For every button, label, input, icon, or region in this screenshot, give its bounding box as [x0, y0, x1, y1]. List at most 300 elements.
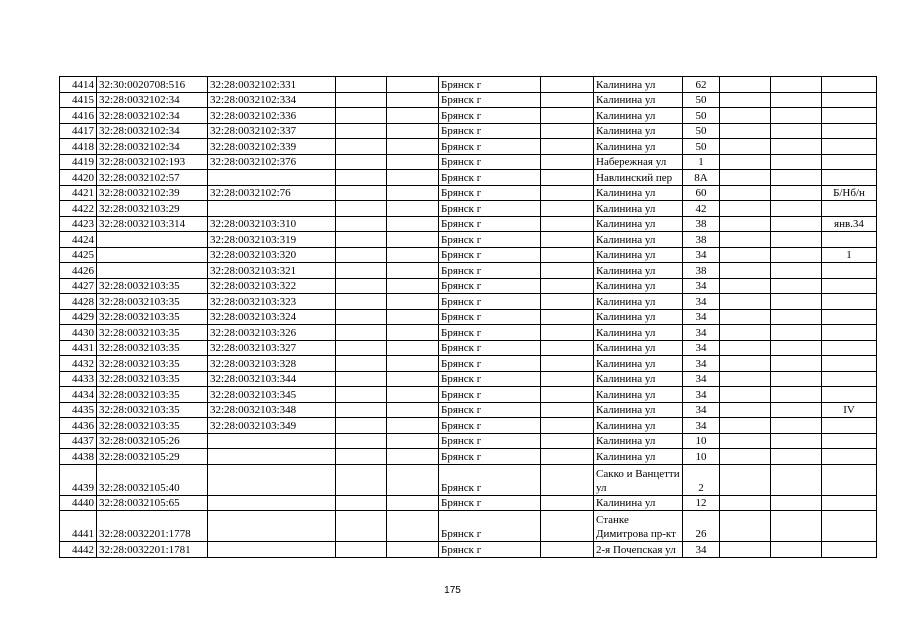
empty-cell: [387, 433, 439, 449]
cadastral-number-cell: [97, 232, 208, 248]
city-cell: Брянск г: [439, 170, 541, 186]
row-number-cell: 4431: [60, 340, 97, 356]
empty-cell: [387, 278, 439, 294]
apartment-cell: [822, 511, 877, 542]
empty-cell: [336, 495, 387, 511]
empty-cell: [541, 511, 594, 542]
street-cell: Калинина ул: [594, 309, 683, 325]
empty-cell: [720, 464, 771, 495]
cadastral-number-cell: 32:28:0032103:35: [97, 402, 208, 418]
empty-cell: [720, 108, 771, 124]
street-cell: Калинина ул: [594, 371, 683, 387]
apartment-cell: [822, 108, 877, 124]
table-row: [60, 185, 877, 201]
table-row: [60, 495, 877, 511]
apartment-cell: [822, 123, 877, 139]
city-cell: Брянск г: [439, 309, 541, 325]
empty-cell: [387, 511, 439, 542]
row-number-cell: 4417: [60, 123, 97, 139]
row-number-cell: 4427: [60, 278, 97, 294]
empty-cell: [336, 77, 387, 93]
premises-cadastral-number-cell: 32:28:0032103:345: [208, 387, 336, 403]
empty-cell: [336, 542, 387, 558]
empty-cell: [720, 278, 771, 294]
apartment-cell: [822, 170, 877, 186]
cadastral-number-cell: 32:28:0032102:34: [97, 139, 208, 155]
row-number-cell: 4440: [60, 495, 97, 511]
premises-cadastral-number-cell: 32:28:0032103:348: [208, 402, 336, 418]
row-number-cell: 4432: [60, 356, 97, 372]
street-cell: Калинина ул: [594, 247, 683, 263]
empty-cell: [336, 449, 387, 465]
premises-cadastral-number-cell: [208, 449, 336, 465]
row-number-cell: 4434: [60, 387, 97, 403]
empty-cell: [336, 154, 387, 170]
apartment-cell: [822, 201, 877, 217]
empty-cell: [336, 356, 387, 372]
city-cell: Брянск г: [439, 449, 541, 465]
row-number-cell: 4435: [60, 402, 97, 418]
apartment-cell: [822, 263, 877, 279]
street-cell: Сакко и Ванцетти ул: [594, 464, 683, 495]
street-cell: Калинина ул: [594, 495, 683, 511]
house-number-cell: 10: [683, 449, 720, 465]
row-number-cell: 4419: [60, 154, 97, 170]
row-number-cell: 4423: [60, 216, 97, 232]
house-number-cell: 34: [683, 294, 720, 310]
house-number-cell: 38: [683, 216, 720, 232]
street-cell: Калинина ул: [594, 77, 683, 93]
empty-cell: [771, 263, 822, 279]
empty-cell: [541, 247, 594, 263]
premises-cadastral-number-cell: [208, 170, 336, 186]
city-cell: Брянск г: [439, 387, 541, 403]
empty-cell: [387, 216, 439, 232]
street-cell: Калинина ул: [594, 387, 683, 403]
premises-cadastral-number-cell: 32:28:0032102:337: [208, 123, 336, 139]
empty-cell: [336, 123, 387, 139]
row-number-cell: 4438: [60, 449, 97, 465]
empty-cell: [336, 92, 387, 108]
empty-cell: [720, 371, 771, 387]
premises-cadastral-number-cell: [208, 542, 336, 558]
empty-cell: [541, 232, 594, 248]
empty-cell: [541, 495, 594, 511]
empty-cell: [771, 77, 822, 93]
street-cell: Калинина ул: [594, 263, 683, 279]
empty-cell: [720, 92, 771, 108]
city-cell: Брянск г: [439, 418, 541, 434]
empty-cell: [771, 433, 822, 449]
empty-cell: [720, 418, 771, 434]
empty-cell: [720, 154, 771, 170]
street-cell: Калинина ул: [594, 92, 683, 108]
cadastral-number-cell: 32:28:0032201:1781: [97, 542, 208, 558]
page-number: 175: [444, 585, 461, 596]
empty-cell: [336, 433, 387, 449]
premises-cadastral-number-cell: 32:28:0032102:339: [208, 139, 336, 155]
house-number-cell: 34: [683, 247, 720, 263]
empty-cell: [541, 201, 594, 217]
empty-cell: [771, 232, 822, 248]
empty-cell: [720, 247, 771, 263]
street-cell: Калинина ул: [594, 185, 683, 201]
empty-cell: [387, 464, 439, 495]
empty-cell: [720, 232, 771, 248]
street-cell: Калинина ул: [594, 433, 683, 449]
cadastral-number-cell: 32:28:0032102:193: [97, 154, 208, 170]
cadastral-number-cell: 32:28:0032105:65: [97, 495, 208, 511]
city-cell: Брянск г: [439, 340, 541, 356]
house-number-cell: 38: [683, 263, 720, 279]
empty-cell: [771, 216, 822, 232]
empty-cell: [336, 294, 387, 310]
row-number-cell: 4429: [60, 309, 97, 325]
empty-cell: [387, 340, 439, 356]
empty-cell: [541, 294, 594, 310]
empty-cell: [541, 278, 594, 294]
apartment-cell: [822, 387, 877, 403]
cadastral-number-cell: 32:28:0032102:34: [97, 92, 208, 108]
empty-cell: [720, 402, 771, 418]
city-cell: Брянск г: [439, 92, 541, 108]
house-number-cell: 34: [683, 340, 720, 356]
table-row: [60, 216, 877, 232]
apartment-cell: [822, 356, 877, 372]
table-row: [60, 263, 877, 279]
empty-cell: [387, 123, 439, 139]
apartment-cell: [822, 278, 877, 294]
house-number-cell: 50: [683, 139, 720, 155]
empty-cell: [336, 464, 387, 495]
cadastral-number-cell: [97, 247, 208, 263]
empty-cell: [387, 232, 439, 248]
empty-cell: [387, 449, 439, 465]
apartment-cell: [822, 77, 877, 93]
city-cell: Брянск г: [439, 123, 541, 139]
empty-cell: [336, 216, 387, 232]
street-cell: Станке Димитрова пр-кт: [594, 511, 683, 542]
empty-cell: [771, 92, 822, 108]
city-cell: Брянск г: [439, 464, 541, 495]
row-number-cell: 4421: [60, 185, 97, 201]
row-number-cell: 4439: [60, 464, 97, 495]
premises-cadastral-number-cell: 32:28:0032102:336: [208, 108, 336, 124]
empty-cell: [771, 139, 822, 155]
table-row: [60, 154, 877, 170]
empty-cell: [387, 263, 439, 279]
table-row: [60, 77, 877, 93]
city-cell: Брянск г: [439, 154, 541, 170]
empty-cell: [541, 387, 594, 403]
empty-cell: [387, 185, 439, 201]
house-number-cell: 38: [683, 232, 720, 248]
row-number-cell: 4420: [60, 170, 97, 186]
row-number-cell: 4426: [60, 263, 97, 279]
empty-cell: [541, 139, 594, 155]
row-number-cell: 4428: [60, 294, 97, 310]
empty-cell: [720, 216, 771, 232]
empty-cell: [720, 340, 771, 356]
empty-cell: [771, 356, 822, 372]
apartment-cell: [822, 325, 877, 341]
empty-cell: [771, 170, 822, 186]
cadastral-number-cell: 32:28:0032102:57: [97, 170, 208, 186]
premises-cadastral-number-cell: 32:28:0032103:328: [208, 356, 336, 372]
house-number-cell: 10: [683, 433, 720, 449]
empty-cell: [771, 247, 822, 263]
street-cell: Калинина ул: [594, 340, 683, 356]
empty-cell: [336, 371, 387, 387]
empty-cell: [541, 108, 594, 124]
table-row: [60, 542, 877, 558]
house-number-cell: 34: [683, 402, 720, 418]
empty-cell: [387, 495, 439, 511]
city-cell: Брянск г: [439, 294, 541, 310]
cadastral-number-cell: 32:28:0032103:35: [97, 356, 208, 372]
apartment-cell: [822, 464, 877, 495]
premises-cadastral-number-cell: [208, 511, 336, 542]
empty-cell: [387, 325, 439, 341]
empty-cell: [541, 123, 594, 139]
cadastral-number-cell: 32:28:0032105:29: [97, 449, 208, 465]
street-cell: Калинина ул: [594, 232, 683, 248]
empty-cell: [387, 139, 439, 155]
table-row: [60, 402, 877, 418]
house-number-cell: 50: [683, 123, 720, 139]
empty-cell: [387, 542, 439, 558]
apartment-cell: [822, 154, 877, 170]
empty-cell: [771, 325, 822, 341]
street-cell: Калинина ул: [594, 108, 683, 124]
premises-cadastral-number-cell: 32:28:0032103:322: [208, 278, 336, 294]
table-row: [60, 387, 877, 403]
empty-cell: [541, 154, 594, 170]
street-cell: Калинина ул: [594, 139, 683, 155]
apartment-cell: [822, 92, 877, 108]
house-number-cell: 1: [683, 154, 720, 170]
empty-cell: [336, 511, 387, 542]
empty-cell: [720, 185, 771, 201]
empty-cell: [336, 201, 387, 217]
empty-cell: [541, 77, 594, 93]
empty-cell: [336, 418, 387, 434]
house-number-cell: 12: [683, 495, 720, 511]
premises-cadastral-number-cell: 32:28:0032103:349: [208, 418, 336, 434]
street-cell: Калинина ул: [594, 201, 683, 217]
empty-cell: [720, 263, 771, 279]
house-number-cell: 2: [683, 464, 720, 495]
house-number-cell: 34: [683, 325, 720, 341]
street-cell: Калинина ул: [594, 294, 683, 310]
empty-cell: [336, 139, 387, 155]
empty-cell: [720, 77, 771, 93]
city-cell: Брянск г: [439, 495, 541, 511]
row-number-cell: 4436: [60, 418, 97, 434]
premises-cadastral-number-cell: [208, 464, 336, 495]
house-number-cell: 34: [683, 356, 720, 372]
table-row: [60, 232, 877, 248]
row-number-cell: 4415: [60, 92, 97, 108]
city-cell: Брянск г: [439, 139, 541, 155]
house-number-cell: 8А: [683, 170, 720, 186]
row-number-cell: 4416: [60, 108, 97, 124]
street-cell: Калинина ул: [594, 449, 683, 465]
empty-cell: [387, 170, 439, 186]
premises-cadastral-number-cell: 32:28:0032103:319: [208, 232, 336, 248]
empty-cell: [541, 464, 594, 495]
apartment-cell: [822, 294, 877, 310]
table-row: [60, 449, 877, 465]
cadastral-number-cell: 32:28:0032103:35: [97, 387, 208, 403]
empty-cell: [541, 433, 594, 449]
empty-cell: [541, 371, 594, 387]
empty-cell: [541, 449, 594, 465]
premises-cadastral-number-cell: 32:28:0032103:323: [208, 294, 336, 310]
cadastral-number-cell: 32:28:0032102:39: [97, 185, 208, 201]
row-number-cell: 4414: [60, 77, 97, 93]
premises-cadastral-number-cell: 32:28:0032102:76: [208, 185, 336, 201]
table-row: [60, 123, 877, 139]
apartment-cell: [822, 449, 877, 465]
registry-table-body: [60, 77, 877, 558]
empty-cell: [720, 123, 771, 139]
apartment-cell: [822, 139, 877, 155]
house-number-cell: 34: [683, 309, 720, 325]
empty-cell: [336, 263, 387, 279]
house-number-cell: 26: [683, 511, 720, 542]
premises-cadastral-number-cell: 32:28:0032103:320: [208, 247, 336, 263]
premises-cadastral-number-cell: 32:28:0032102:331: [208, 77, 336, 93]
cadastral-number-cell: 32:28:0032103:35: [97, 325, 208, 341]
cadastral-number-cell: 32:28:0032103:35: [97, 418, 208, 434]
row-number-cell: 4430: [60, 325, 97, 341]
city-cell: Брянск г: [439, 433, 541, 449]
empty-cell: [720, 449, 771, 465]
street-cell: 2-я Почепская ул: [594, 542, 683, 558]
empty-cell: [720, 356, 771, 372]
street-cell: Набережная ул: [594, 154, 683, 170]
row-number-cell: 4418: [60, 139, 97, 155]
table-row: [60, 325, 877, 341]
premises-cadastral-number-cell: 32:28:0032103:321: [208, 263, 336, 279]
premises-cadastral-number-cell: 32:28:0032103:326: [208, 325, 336, 341]
empty-cell: [336, 232, 387, 248]
cadastral-number-cell: 32:28:0032103:29: [97, 201, 208, 217]
cadastral-number-cell: 32:28:0032105:26: [97, 433, 208, 449]
city-cell: Брянск г: [439, 108, 541, 124]
table-row: [60, 371, 877, 387]
empty-cell: [720, 294, 771, 310]
city-cell: Брянск г: [439, 185, 541, 201]
premises-cadastral-number-cell: 32:28:0032103:327: [208, 340, 336, 356]
empty-cell: [720, 325, 771, 341]
house-number-cell: 60: [683, 185, 720, 201]
house-number-cell: 50: [683, 92, 720, 108]
empty-cell: [771, 495, 822, 511]
empty-cell: [771, 309, 822, 325]
row-number-cell: 4437: [60, 433, 97, 449]
premises-cadastral-number-cell: 32:28:0032103:310: [208, 216, 336, 232]
premises-cadastral-number-cell: 32:28:0032103:344: [208, 371, 336, 387]
street-cell: Калинина ул: [594, 402, 683, 418]
cadastral-number-cell: 32:28:0032103:35: [97, 371, 208, 387]
city-cell: Брянск г: [439, 263, 541, 279]
city-cell: Брянск г: [439, 247, 541, 263]
empty-cell: [387, 387, 439, 403]
empty-cell: [336, 325, 387, 341]
empty-cell: [771, 387, 822, 403]
empty-cell: [387, 356, 439, 372]
street-cell: Калинина ул: [594, 418, 683, 434]
empty-cell: [541, 309, 594, 325]
table-row: [60, 92, 877, 108]
city-cell: Брянск г: [439, 325, 541, 341]
empty-cell: [387, 77, 439, 93]
empty-cell: [771, 340, 822, 356]
empty-cell: [720, 387, 771, 403]
city-cell: Брянск г: [439, 201, 541, 217]
city-cell: Брянск г: [439, 511, 541, 542]
premises-cadastral-number-cell: [208, 433, 336, 449]
apartment-cell: [822, 340, 877, 356]
city-cell: Брянск г: [439, 402, 541, 418]
empty-cell: [336, 309, 387, 325]
empty-cell: [387, 371, 439, 387]
empty-cell: [771, 294, 822, 310]
cadastral-number-cell: 32:28:0032103:35: [97, 340, 208, 356]
empty-cell: [336, 108, 387, 124]
table-row: [60, 418, 877, 434]
empty-cell: [387, 294, 439, 310]
empty-cell: [387, 154, 439, 170]
empty-cell: [720, 495, 771, 511]
premises-cadastral-number-cell: [208, 495, 336, 511]
street-cell: Калинина ул: [594, 123, 683, 139]
empty-cell: [720, 433, 771, 449]
empty-cell: [541, 356, 594, 372]
table-row: [60, 511, 877, 542]
house-number-cell: 50: [683, 108, 720, 124]
apartment-cell: [822, 418, 877, 434]
row-number-cell: 4441: [60, 511, 97, 542]
house-number-cell: 34: [683, 542, 720, 558]
cadastral-number-cell: 32:28:0032105:40: [97, 464, 208, 495]
empty-cell: [387, 247, 439, 263]
city-cell: Брянск г: [439, 542, 541, 558]
table-row: [60, 170, 877, 186]
empty-cell: [387, 108, 439, 124]
street-cell: Калинина ул: [594, 325, 683, 341]
empty-cell: [771, 278, 822, 294]
empty-cell: [387, 309, 439, 325]
premises-cadastral-number-cell: 32:28:0032103:324: [208, 309, 336, 325]
house-number-cell: 62: [683, 77, 720, 93]
empty-cell: [336, 170, 387, 186]
empty-cell: [720, 201, 771, 217]
table-row: [60, 356, 877, 372]
empty-cell: [336, 247, 387, 263]
empty-cell: [336, 387, 387, 403]
empty-cell: [720, 511, 771, 542]
table-row: [60, 309, 877, 325]
cadastral-number-cell: 32:28:0032103:314: [97, 216, 208, 232]
cadastral-number-cell: 32:30:0020708:516: [97, 77, 208, 93]
apartment-cell: [822, 495, 877, 511]
empty-cell: [336, 340, 387, 356]
table-row: [60, 108, 877, 124]
empty-cell: [771, 464, 822, 495]
